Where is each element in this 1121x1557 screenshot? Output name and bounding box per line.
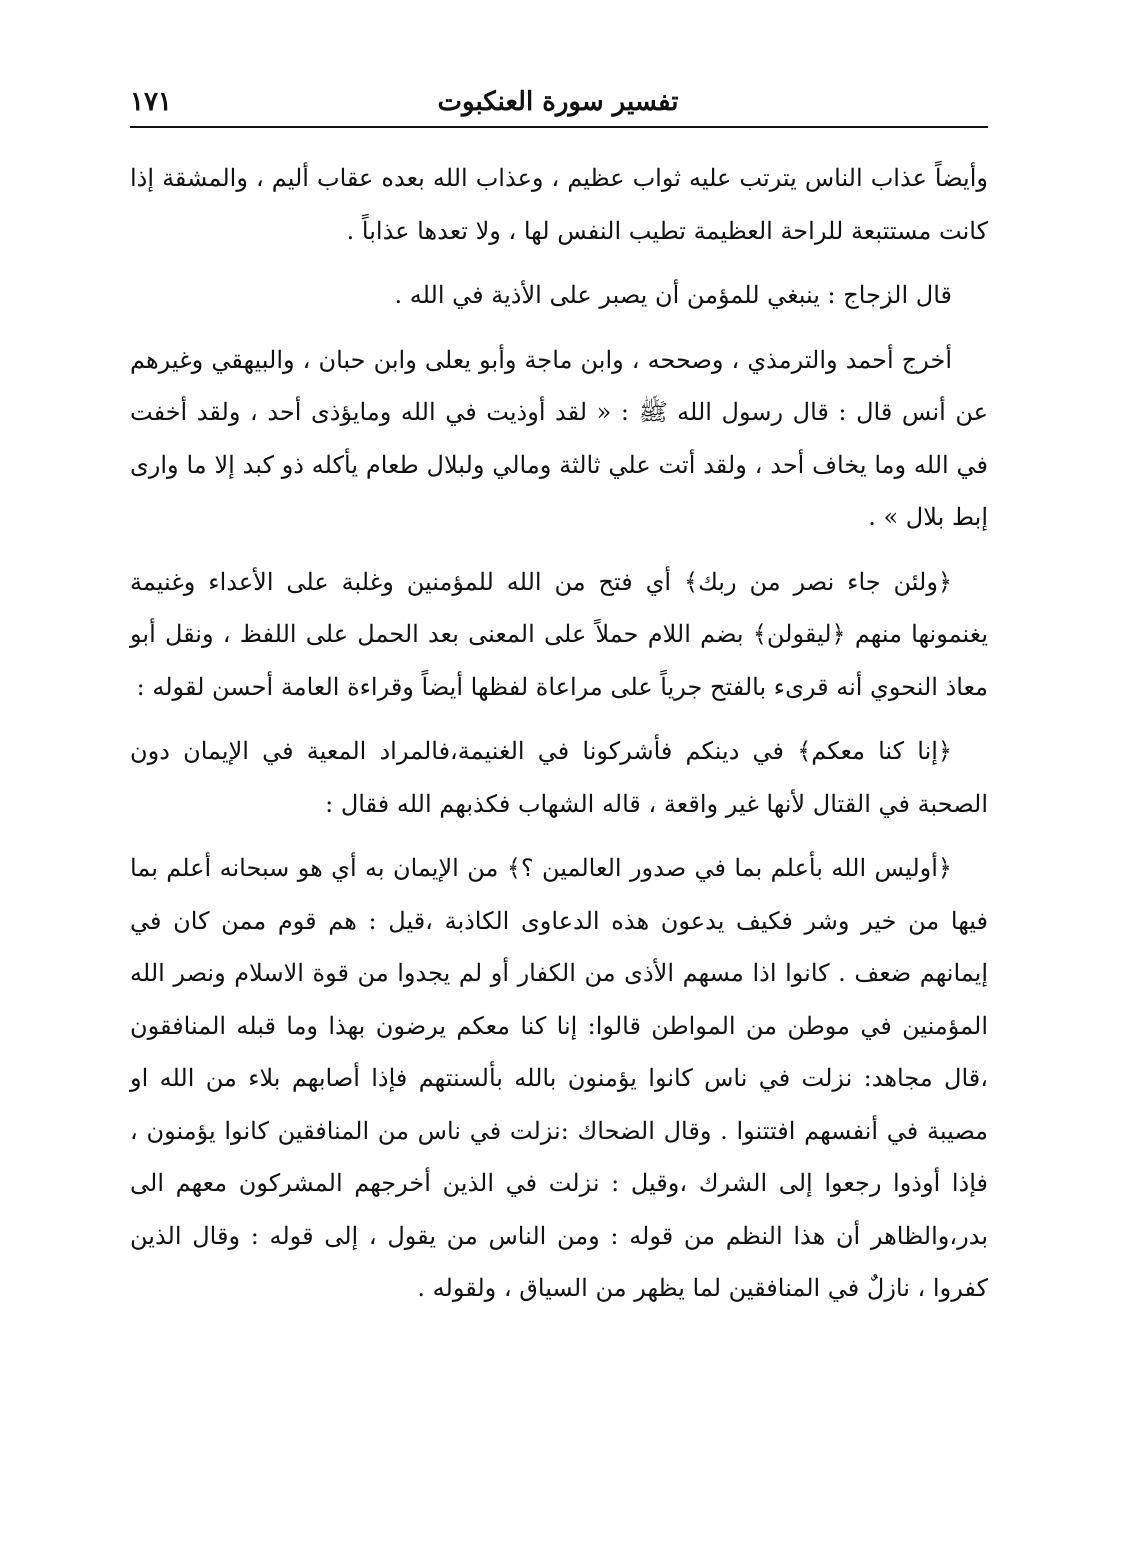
paragraph-4: ﴿ولئن جاء نصر من ربك﴾ أي فتح من الله للمؤمنين وغلبة على الأعداء وغنيمة يغنمونها منهم ﴿ليقولن﴾ بضم اللام حملاً على المعنى بعد الحمل على اللفظ ، ونقل أبو معاذ النحوي أنه قرىء بالفتح جرياً على مراعاة لفظها أيضاً وقراءة العامة أحسن لقوله :: [130, 567, 988, 701]
paragraph-6: ﴿أوليس الله بأعلم بما في صدور العالمين ؟﴾ من الإيمان به أي هو سبحانه أعلم بما فيها من خير وشر فكيف يدعون هذه الدعاوى الكاذبة ،قيل : هم قوم ممن كان في إيمانهم ضعف . كانوا اذا مسهم الأذى من الكفار أو لم يجدوا من قوة الاسلام ونصر الله المؤمنين في موطن من المواطن قالوا: إنا كنا معكم يرضون بهذا وما قبله المنافقون ،قال مجاهد: نزلت في ناس كانوا يؤمنون بالله بألسنتهم فإذا أصابهم بلاء من الله او مصيبة في أنفسهم افتتنوا . وقال الضحاك :نزلت في ناس من المنافقين كانوا يؤمنون ، فإذا أوذوا رجعوا إلى الشرك ،وقيل : نزلت في الذين أخرجهم المشركون معهم الى بدر،والظاهر أن هذا النظم من قوله : ومن الناس من يقول ، إلى قوله : وقال الذين كفروا ، نازلٌ في المنافقين لما يظهر من السياق ، ولقوله .: [130, 854, 988, 1302]
paragraph-3: أخرج أحمد والترمذي ، وصححه ، وابن ماجة وأبو يعلى وابن حبان ، والبيهقي وغيرهم عن أنس قال : قال رسول الله ﷺ : « لقد أوذيت في الله ومايؤذى أحد ، ولقد أخفت في الله وما يخاف أحد ، ولقد أتت علي ثالثة ومالي ولبلال طعام يأكله ذو كبد إلا ما وارى إبط بلال » .: [130, 345, 988, 531]
paragraph-5: ﴿إنا كنا معكم﴾ في دينكم فأشركونا في الغنيمة،فالمراد المعية في الإيمان دون الصحبة في القتال لأنها غير واقعة ، قاله الشهاب فكذبهم الله فقال :: [130, 737, 988, 818]
body-text: [130, 152, 988, 1315]
header-divider: [130, 126, 988, 128]
page-number: ١٧١: [130, 87, 172, 117]
paragraph-2: قال الزجاج : ينبغي للمؤمن أن يصبر على الأذية في الله .: [394, 281, 952, 309]
page-header: [130, 82, 986, 126]
running-title: تفسير سورة العنكبوت: [437, 87, 679, 117]
paragraph-1: وأيضاً عذاب الناس يترتب عليه ثواب عظيم ، وعذاب الله بعده عقاب أليم ، والمشقة إذا كانت مستتبعة للراحة العظيمة تطيب النفس لها ، ولا تعدها عذاباً .: [130, 164, 988, 245]
